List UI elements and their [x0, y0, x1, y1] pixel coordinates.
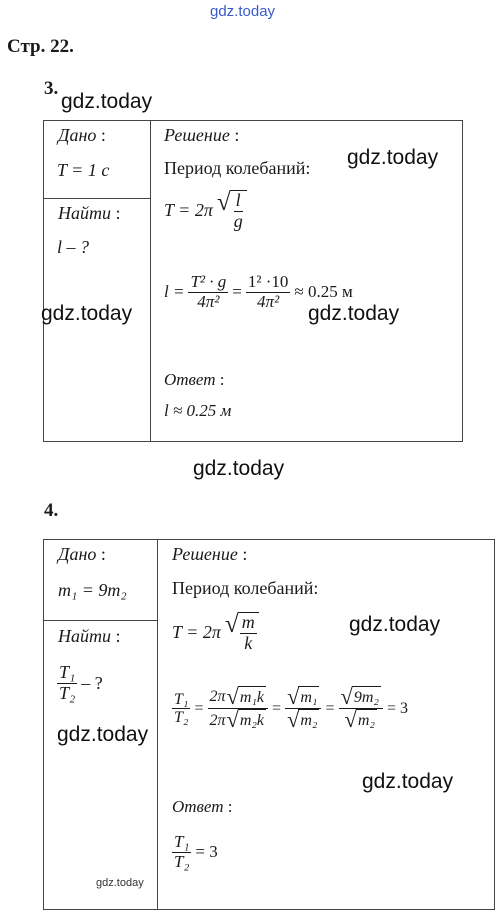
problem-3-divider — [150, 120, 151, 441]
watermark: gdz.today — [347, 146, 439, 169]
watermark-small: gdz.today — [96, 877, 144, 889]
result: = 3 — [386, 699, 408, 717]
answer-heading — [164, 370, 225, 390]
equals: = — [272, 699, 282, 717]
fraction: √ m₁ √ m₂ — [285, 686, 321, 732]
colon: : — [100, 544, 106, 564]
equals: = — [232, 282, 242, 302]
watermark: gdz.today — [349, 613, 441, 636]
problem-4-number: 4. — [44, 500, 59, 521]
given-label: Дано — [58, 125, 97, 145]
given-value: T = 1 c — [57, 160, 110, 180]
solution-label: Решение — [172, 544, 238, 564]
fraction: 2π √ m₁k 2π √ m₂k — [208, 686, 269, 732]
fraction: $\frac{\text{T₁}}{\text{T₂}}$ — [174, 690, 189, 727]
fraction: $\frac{l}{g}$ — [233, 190, 243, 231]
fraction: $\frac{\text{T₁}}{\text{T₂}}$ — [174, 832, 190, 871]
formula-period — [172, 612, 259, 654]
find-value — [57, 663, 103, 704]
given-heading — [58, 125, 106, 146]
problem-3-number: 3. — [44, 78, 59, 99]
equals: = — [194, 699, 204, 717]
colon: : — [242, 544, 248, 564]
page-label: Стр. 22. — [7, 36, 74, 57]
colon: : — [100, 125, 106, 145]
watermark-top: gdz.today — [210, 3, 276, 20]
find-label: Найти — [58, 626, 111, 646]
problem-4-divider — [157, 539, 158, 909]
answer-value: l ≈ 0.25 м — [164, 401, 232, 420]
equals: = — [325, 699, 335, 717]
answer-label: Ответ — [164, 370, 216, 389]
answer-result: = 3 — [195, 842, 218, 862]
period-text: Период колебаний: — [172, 578, 319, 598]
watermark: gdz.today — [193, 457, 285, 480]
find-value: l – ? — [57, 237, 90, 257]
sqrt: √ $\frac{l}{g}$ — [217, 190, 247, 232]
formula-lhs: l = — [164, 282, 185, 302]
colon: : — [115, 626, 121, 646]
formula-lhs: T = 2π — [164, 200, 213, 221]
solution-label: Решение — [164, 125, 230, 145]
fraction: $\frac{\text{T² · g}}{\text{4π²}}$ — [190, 272, 227, 311]
answer-value — [172, 833, 218, 871]
problem-3-given-find-divider — [43, 198, 150, 199]
colon: : — [227, 797, 233, 816]
find-heading — [58, 203, 121, 224]
colon: : — [115, 203, 121, 223]
watermark: gdz.today — [41, 302, 133, 325]
solution-heading — [164, 125, 239, 146]
sqrt: √ $\frac{m}{k}$ — [225, 612, 259, 654]
fraction: $\frac{m}{k}$ — [241, 612, 255, 653]
formula-lhs: T = 2π — [172, 622, 221, 643]
colon: : — [219, 370, 225, 389]
answer-heading — [172, 797, 233, 817]
answer-label: Ответ — [172, 797, 224, 816]
given-heading — [58, 544, 106, 565]
watermark: gdz.today — [57, 723, 149, 746]
solution-heading — [172, 544, 247, 565]
fraction: √ 9m₂ √ m₂ — [339, 686, 383, 732]
colon: : — [234, 125, 240, 145]
period-text: Период колебаний: — [164, 158, 311, 178]
find-label: Найти — [58, 203, 111, 223]
formula-ratio — [172, 686, 408, 732]
find-suffix: – ? — [81, 672, 103, 693]
given-value: m₁ = 9m₂ — [58, 580, 127, 600]
result: ≈ 0.25 м — [294, 282, 353, 302]
fraction: $\frac{\text{T₁}}{\text{T₂}}$ — [59, 662, 76, 703]
watermark: gdz.today — [308, 302, 400, 325]
fraction: $\frac{\text{1² ·10}}{\text{4π²}}$ — [247, 272, 289, 311]
watermark: gdz.today — [61, 90, 153, 113]
given-label: Дано — [58, 544, 97, 564]
formula-period — [164, 190, 247, 232]
watermark: gdz.today — [362, 770, 454, 793]
find-heading — [58, 626, 121, 647]
problem-4-given-find-divider — [43, 620, 157, 621]
